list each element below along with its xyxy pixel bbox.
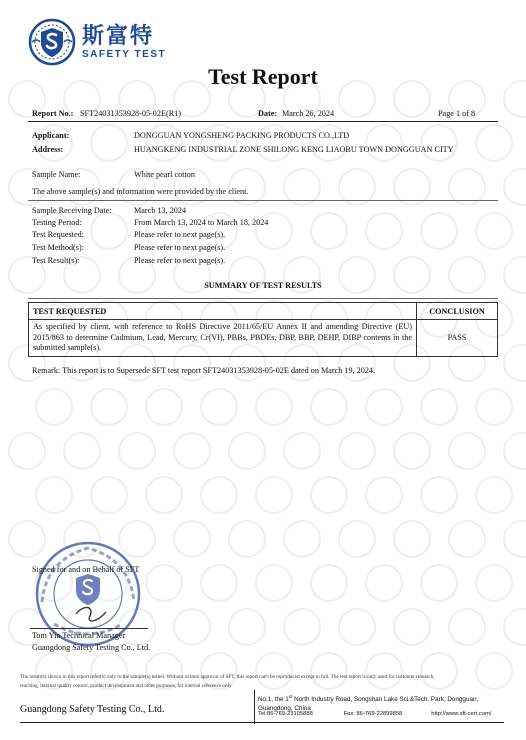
watermark-mark bbox=[255, 476, 293, 514]
watermark-mark bbox=[365, 124, 403, 162]
watermark-mark bbox=[283, 608, 321, 646]
watermark-mark bbox=[475, 388, 513, 426]
conclusion-value: PASS bbox=[417, 320, 498, 357]
address-superscript: st bbox=[288, 694, 293, 699]
watermark-mark bbox=[338, 608, 376, 646]
address-line: Guangdong, China bbox=[258, 705, 311, 713]
col-conclusion: CONCLUSION bbox=[417, 303, 498, 320]
watermark-mark bbox=[283, 432, 321, 470]
divider bbox=[28, 298, 498, 299]
watermark-mark bbox=[283, 520, 321, 558]
watermark-mark bbox=[475, 476, 513, 514]
watermark-mark bbox=[420, 564, 458, 602]
watermark-mark bbox=[338, 432, 376, 470]
watermark-mark bbox=[338, 520, 376, 558]
signature-line bbox=[30, 628, 148, 629]
signer-name-title: Tom Yin Technical Manager bbox=[32, 631, 126, 640]
watermark-mark bbox=[393, 520, 431, 558]
watermark-mark bbox=[173, 520, 211, 558]
footer-disclaimer bbox=[20, 673, 435, 691]
divider bbox=[28, 121, 498, 122]
footer-note-line: The result(s) shown in this report refer(s) only to the sample(s) tested. Without written approval of SFT, this report can't be reproduced except in full. The test report is only used for customer research, bbox=[20, 674, 435, 680]
summary-heading: SUMMARY OF TEST RESULTS bbox=[204, 281, 322, 290]
watermark-mark bbox=[420, 212, 458, 250]
watermark-mark bbox=[145, 388, 183, 426]
watermark-mark bbox=[420, 124, 458, 162]
watermark-mark bbox=[503, 344, 526, 382]
watermark-mark bbox=[475, 212, 513, 250]
watermark-mark bbox=[200, 124, 238, 162]
signer-company: Guangdong Safety Testing Co., Ltd. bbox=[32, 643, 151, 652]
watermark-mark bbox=[145, 124, 183, 162]
watermark-mark bbox=[35, 476, 73, 514]
watermark-mark bbox=[200, 564, 238, 602]
watermark-mark bbox=[420, 388, 458, 426]
watermark-mark bbox=[365, 212, 403, 250]
footer-website-link[interactable]: http://www.sft-cert.com/ bbox=[431, 711, 492, 717]
detail-value: Please refer to next page(s). bbox=[134, 230, 226, 239]
footer-tel: Tel:86-769-23105888 bbox=[258, 711, 313, 717]
watermark-mark bbox=[365, 476, 403, 514]
watermark-mark bbox=[475, 564, 513, 602]
address-part: No.1, the 1 bbox=[258, 696, 289, 704]
watermark-mark bbox=[145, 564, 183, 602]
applicant-value: DONGGUAN YONGSHENG PACKING PRODUCTS CO.,LTD bbox=[134, 131, 350, 140]
watermark-mark bbox=[145, 476, 183, 514]
watermark-mark bbox=[448, 520, 486, 558]
footer-address bbox=[258, 692, 478, 713]
detail-value: From March 13, 2024 to March 18, 2024 bbox=[134, 218, 269, 227]
sample-name-value: White pearl cotton bbox=[134, 170, 195, 179]
watermark-mark bbox=[228, 520, 266, 558]
footer-note-line: teaching, internal quality control, product development and other purposes, for internal reference only. bbox=[20, 683, 233, 689]
footer-fax: Fax: 86-769-22899858 bbox=[343, 711, 403, 717]
detail-label: Testing Period: bbox=[32, 218, 82, 227]
remark: Remark: This report is to Supersede SFT test report SFT24031353928-05-02E dated on March 19, 2024. bbox=[32, 366, 376, 375]
detail-label: Test Method(s): bbox=[32, 243, 84, 252]
watermark-mark bbox=[8, 432, 46, 470]
company-logo bbox=[28, 18, 166, 66]
watermark-mark bbox=[310, 124, 348, 162]
address-label: Address: bbox=[32, 145, 64, 154]
sample-name-label: Sample Name: bbox=[32, 170, 81, 179]
watermark-mark bbox=[503, 608, 526, 646]
detail-value: Please refer to next page(s). bbox=[134, 256, 226, 265]
watermark-mark bbox=[310, 212, 348, 250]
divider bbox=[254, 690, 255, 724]
watermark-mark bbox=[35, 388, 73, 426]
watermark-mark bbox=[200, 388, 238, 426]
watermark-mark bbox=[228, 432, 266, 470]
watermark-mark bbox=[90, 124, 128, 162]
detail-value: March 13, 2024 bbox=[134, 206, 187, 215]
watermark-mark bbox=[90, 476, 128, 514]
watermark-mark bbox=[173, 432, 211, 470]
watermark-mark bbox=[503, 168, 526, 206]
watermark-mark bbox=[35, 124, 73, 162]
address-part: North Industry Road, Songshan Lake Sci.&Tech. Park, Dongguan, bbox=[292, 696, 479, 704]
sample-note: The above sample(s) and information were provided by the client. bbox=[32, 187, 249, 196]
divider bbox=[28, 200, 498, 201]
watermark-mark bbox=[200, 476, 238, 514]
requested-text: As specified by client, with reference to RoHS Directive 2011/65/EU Annex II and amending Directive (EU) 2015/863 to determine Cadmium, Lead, Mercury, Cr(VI), PBBs, PBDEs, DBP, BBP, DEHP, DIBP contents in the submitted sample(s). bbox=[29, 320, 417, 357]
date-value: March 26, 2024 bbox=[282, 109, 335, 118]
date-label: Date: bbox=[258, 109, 278, 118]
report-no-value: SFT24031353928-05-02E(R1) bbox=[80, 109, 181, 118]
watermark-mark bbox=[365, 388, 403, 426]
footer-contact bbox=[258, 711, 492, 717]
watermark-mark bbox=[118, 432, 156, 470]
table-header-row bbox=[29, 303, 498, 320]
address-value: HUANGKENG INDUSTRIAL ZONE SHILONG KENG LIAOBU TOWN DONGGUAN CITY bbox=[134, 145, 454, 154]
page-number: Page 1 of 8 bbox=[438, 109, 476, 118]
watermark-mark bbox=[475, 652, 513, 690]
watermark-mark bbox=[310, 564, 348, 602]
watermark-mark bbox=[255, 564, 293, 602]
report-no-label: Report No.: bbox=[32, 109, 74, 118]
watermark-mark bbox=[228, 608, 266, 646]
watermark-mark bbox=[310, 388, 348, 426]
watermark-mark bbox=[365, 564, 403, 602]
divider bbox=[20, 722, 504, 723]
detail-label: Sample Receiving Date: bbox=[32, 206, 112, 215]
signed-for-text: Signed for and on Behalf of SFT bbox=[32, 565, 140, 574]
summary-table bbox=[28, 302, 498, 357]
col-test-requested: TEST REQUESTED bbox=[29, 303, 417, 320]
watermark-mark bbox=[448, 608, 486, 646]
watermark-mark bbox=[475, 124, 513, 162]
logo-english-text: SAFETY TEST bbox=[82, 48, 167, 60]
detail-label: Test Result(s): bbox=[32, 256, 80, 265]
detail-label: Test Requested: bbox=[32, 230, 84, 239]
watermark-mark bbox=[310, 476, 348, 514]
watermark-mark bbox=[503, 520, 526, 558]
watermark-mark bbox=[255, 124, 293, 162]
watermark-mark bbox=[90, 212, 128, 250]
watermark-mark bbox=[503, 432, 526, 470]
watermark-mark bbox=[393, 432, 431, 470]
watermark-mark bbox=[63, 432, 101, 470]
detail-value: Please refer to next page(s). bbox=[134, 243, 226, 252]
watermark-mark bbox=[393, 608, 431, 646]
page-title: Test Report bbox=[208, 64, 318, 89]
watermark-mark bbox=[448, 432, 486, 470]
watermark-mark bbox=[90, 388, 128, 426]
watermark-mark bbox=[173, 608, 211, 646]
sft-shield-logo-icon bbox=[28, 18, 76, 66]
watermark-mark bbox=[255, 388, 293, 426]
watermark-mark bbox=[420, 476, 458, 514]
footer-company: Guangdong Safety Testing Co., Ltd. bbox=[20, 704, 165, 715]
applicant-label: Applicant: bbox=[32, 131, 70, 140]
logo-chinese-text: 斯富特 bbox=[82, 23, 155, 49]
table-row bbox=[29, 320, 498, 357]
